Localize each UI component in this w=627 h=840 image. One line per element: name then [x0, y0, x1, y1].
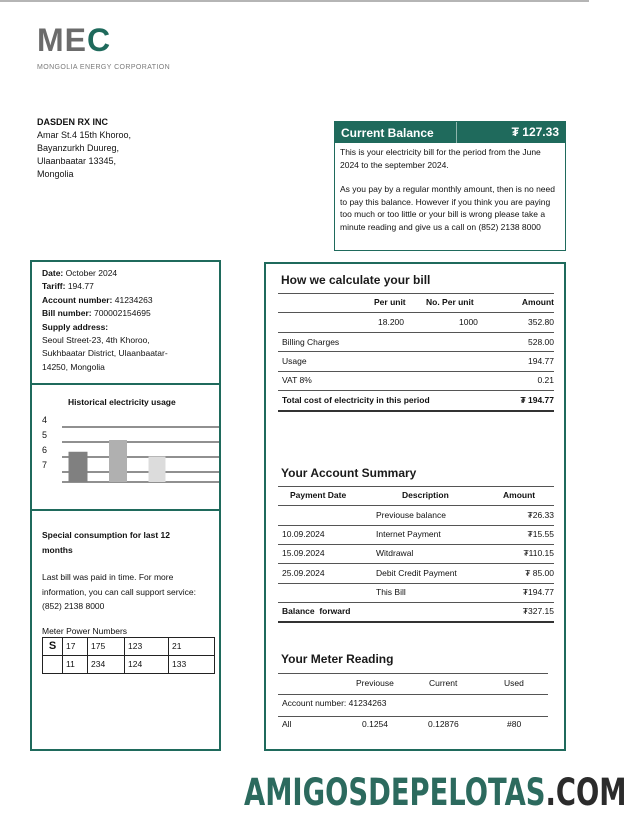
- account-value: 41234263: [114, 294, 153, 305]
- summary-rule: [278, 525, 554, 526]
- summary-description: Witdrawal: [376, 548, 414, 558]
- date-row: [42, 267, 219, 280]
- current-balance-header: [335, 122, 565, 143]
- watermark-text: [244, 771, 627, 814]
- calc-total-rule: [278, 410, 554, 412]
- customer-address-line: Ulaanbaatar 13345,: [37, 156, 117, 166]
- meter-cell: 11: [63, 655, 88, 673]
- logo-mark-left: ME: [37, 22, 87, 58]
- summary-header-amount: Amount: [503, 490, 536, 500]
- calc-per-unit: 18.200: [378, 317, 404, 327]
- tariff-value: 194.77: [67, 281, 94, 292]
- left-info-panel: [30, 260, 221, 751]
- current-balance-amount: ₮ 127.33: [456, 122, 559, 143]
- meter-rule: [278, 673, 548, 674]
- supply-address-label: [42, 321, 219, 334]
- supply-address-line: Sukhbaatar District, Ulaanbaatar-: [42, 348, 168, 359]
- balance-forward-label: Balance forward: [282, 606, 351, 616]
- summary-rule: [278, 544, 554, 545]
- meter-header-previous: Previouse: [356, 678, 394, 688]
- meter-rule: [278, 716, 548, 717]
- bill-number-value: 700002154695: [93, 308, 151, 319]
- historical-usage-section: [32, 387, 219, 511]
- logo-mark-right: C: [87, 22, 112, 58]
- summary-title: Your Account Summary: [281, 466, 417, 480]
- meter-header-current: Current: [429, 678, 458, 688]
- summary-amount: ₮15.55: [527, 529, 554, 539]
- summary-rule: [278, 602, 554, 603]
- summary-amount: ₮194.77: [522, 587, 554, 597]
- summary-header-date: Payment Date: [290, 490, 347, 500]
- chart-bar: [69, 452, 88, 482]
- calc-row-label: VAT 8%: [282, 375, 312, 385]
- date-label: Date:: [42, 268, 64, 278]
- top-divider: [0, 0, 589, 2]
- company-logo: [37, 22, 111, 58]
- chart-tick-label: 5: [42, 430, 48, 440]
- calc-total-label: Total cost of electricity in this period: [282, 395, 430, 405]
- calc-rule: [278, 332, 554, 333]
- meter-current-value: 0.12876: [428, 719, 459, 729]
- supply-address-line: 14250, Mongolia: [42, 361, 105, 372]
- calc-rule: [278, 293, 554, 294]
- meter-cell: 133: [169, 655, 215, 673]
- account-label: Account number:: [42, 294, 113, 305]
- date-value: October 2024: [65, 268, 118, 278]
- meter-header-used: Used: [504, 678, 524, 688]
- customer-address-line: Mongolia: [37, 169, 74, 179]
- calc-row-label: Usage: [282, 356, 307, 366]
- meter-letter-empty: [43, 655, 63, 673]
- calc-rule: [278, 351, 554, 352]
- summary-date: 25.09.2024: [282, 568, 325, 578]
- special-consumption-title: Special consumption for last 12 months: [42, 530, 171, 555]
- summary-rule: [278, 563, 554, 564]
- chart-bar: [109, 440, 127, 482]
- bill-number-label: Bill number:: [42, 308, 92, 319]
- account-row: [42, 294, 219, 307]
- calc-row-amount: 0.21: [537, 375, 554, 385]
- chart-bar: [149, 457, 166, 482]
- summary-total-rule: [278, 621, 554, 623]
- chart-tick-label: 4: [42, 415, 48, 425]
- current-balance-title: Current Balance: [341, 125, 434, 140]
- meter-used-value: #80: [507, 719, 522, 729]
- meter-power-label: Meter Power Numbers: [42, 625, 128, 636]
- special-consumption-text: Last bill was paid in time. For more information, you can call support service: (852) 2138 8000: [42, 572, 197, 611]
- meter-rule: [278, 694, 548, 695]
- calc-rule: [278, 312, 554, 313]
- logo-mark: [37, 22, 111, 58]
- meter-cell: 17: [63, 637, 88, 655]
- customer-address-line: Bayanzurkh Duureg,: [37, 143, 120, 153]
- supply-address-line: Seoul Street-23, 4th Khoroo,: [42, 335, 150, 346]
- chart-title: Historical electricity usage: [68, 397, 176, 407]
- customer-address-line: Amar St.4 15th Khoroo,: [37, 130, 132, 140]
- meter-cell: 21: [169, 637, 215, 655]
- tariff-label: Tariff:: [42, 281, 66, 292]
- meter-row: [43, 655, 215, 673]
- summary-description: This Bill: [376, 587, 406, 597]
- meter-row-label: All: [282, 719, 292, 729]
- calc-first-amount: 352.80: [528, 317, 554, 327]
- summary-header-description: Description: [402, 490, 449, 500]
- balance-forward-amount: ₮327.15: [522, 606, 554, 616]
- special-consumption-section: [32, 513, 219, 749]
- calc-total-amount: ₮ 194.77: [520, 395, 554, 405]
- summary-amount: ₮110.15: [523, 548, 554, 558]
- summary-amount: ₮26.33: [527, 510, 554, 520]
- balance-paragraph: This is your electricity bill for the period from the June 2024 to the september 2024.: [340, 147, 541, 170]
- bill-details: [32, 262, 219, 385]
- summary-amount: ₮ 85.00: [525, 568, 554, 578]
- meter-cell: 234: [88, 655, 125, 673]
- bill-number-row: [42, 307, 219, 320]
- meter-previous-value: 0.1254: [362, 719, 388, 729]
- current-balance-text: [335, 143, 565, 236]
- summary-description: Internet Payment: [376, 529, 441, 539]
- right-bill-panel: [264, 262, 566, 751]
- balance-paragraph: As you pay by a regular monthly amount, then is no need to pay this balance. However if you think you are paying too much or too little or your bill is wrong please take a minute reading and give us a call on (852) 2138 8000: [340, 184, 555, 232]
- supply-label: Supply address:: [42, 321, 109, 332]
- watermark-part-1: AMIGOSDEPELOTAS: [244, 771, 546, 814]
- meter-account-line: Account number: 41234263: [282, 698, 387, 708]
- customer-name: DASDEN RX INC: [37, 117, 109, 127]
- calc-row-label: Billing Charges: [282, 337, 340, 347]
- meter-cell: 175: [88, 637, 125, 655]
- watermark-part-2: .COM: [545, 771, 627, 814]
- meter-cell: 124: [125, 655, 169, 673]
- chart-tick-label: 6: [42, 445, 48, 455]
- meter-letter: S: [43, 637, 63, 655]
- customer-address-block: [37, 116, 131, 181]
- calc-rule: [278, 390, 554, 391]
- meter-power-table: [42, 637, 215, 674]
- calc-row-amount: 194.77: [528, 356, 554, 366]
- current-balance-box: [334, 121, 566, 251]
- meter-title: Your Meter Reading: [281, 652, 394, 666]
- calc-header-per-unit: Per unit: [374, 297, 406, 307]
- calc-header-amount: Amount: [521, 297, 554, 307]
- calc-rule: [278, 371, 554, 372]
- summary-description: Debit Credit Payment: [376, 568, 457, 578]
- summary-date: 10.09.2024: [282, 529, 325, 539]
- calc-title: How we calculate your bill: [281, 273, 431, 287]
- meter-row: [43, 637, 215, 655]
- calc-no-per-unit: 1000: [459, 317, 478, 327]
- summary-rule: [278, 583, 554, 584]
- calc-header-no-per-unit: No. Per unit: [426, 297, 474, 307]
- meter-cell: 123: [125, 637, 169, 655]
- summary-date: 15.09.2024: [282, 548, 325, 558]
- tariff-row: [42, 280, 219, 293]
- summary-rule: [278, 505, 554, 506]
- chart-tick-label: 7: [42, 460, 48, 470]
- calc-row-amount: 528.00: [528, 337, 554, 347]
- summary-description: Previouse balance: [376, 510, 446, 520]
- logo-subtitle: MONGOLIA ENERGY CORPORATION: [37, 64, 171, 71]
- summary-rule: [278, 486, 554, 487]
